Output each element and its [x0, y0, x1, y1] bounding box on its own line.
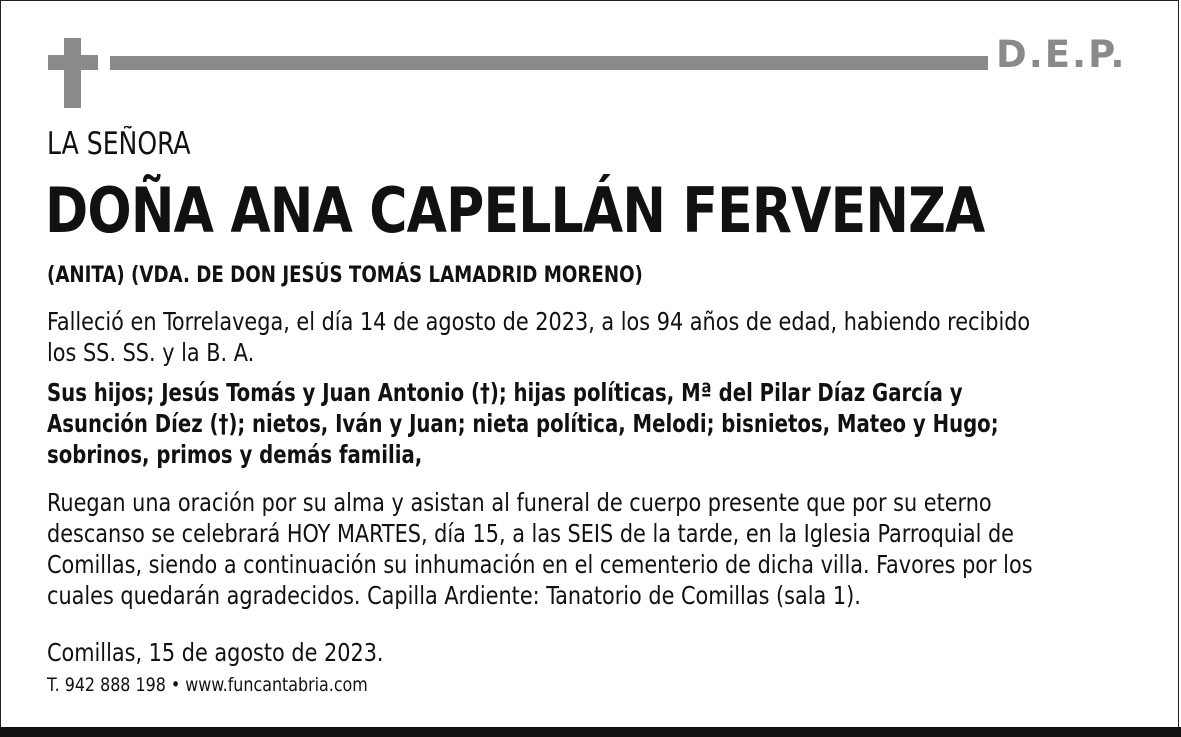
header-rule — [110, 56, 988, 70]
family-paragraph: Sus hijos; Jesús Tomás y Juan Antonio (†); hijas políticas, Mª del Pilar Díaz García y Asunción Díez (†); nietos, Iván y Juan; nieta política, Melodi; bisnietos, Mateo y Hugo; sobrinos, primos y demás familia, — [47, 378, 999, 469]
place-date: Comillas, 15 de agosto de 2023. — [47, 638, 384, 667]
bottom-border — [0, 727, 1181, 737]
deceased-name: DOÑA ANA CAPELLÁN FERVENZA — [45, 174, 985, 247]
cross-vertical-bar — [64, 38, 81, 108]
funeral-paragraph: Ruegan una oración por su alma y asistan al funeral de cuerpo presente que por su eterno descanso se celebrará HOY MARTES, día 15, a las SEIS de la tarde, en la Iglesia Parroquial de Comillas, siendo a continuación su inhumación en el cementerio de dicha villa. Favores por los cuales quedarán agradecidos. Capilla Ardiente: Tanatorio de Comillas (sala 1). — [47, 488, 1033, 610]
deceased-nickname: (ANITA) (VDA. DE DON JESÚS TOMÁS LAMADRID MORENO) — [47, 263, 643, 288]
honorific: LA SEÑORA — [47, 126, 191, 162]
dep-label: D.E.P. — [996, 33, 1127, 76]
death-notice-paragraph: Falleció en Torrelavega, el día 14 de agosto de 2023, a los 94 años de edad, habiendo recibido los SS. SS. y la B. A. — [47, 307, 1031, 367]
contact-line: T. 942 888 198 • www.funcantabria.com — [47, 674, 368, 696]
cross-horizontal-bar — [48, 55, 98, 70]
